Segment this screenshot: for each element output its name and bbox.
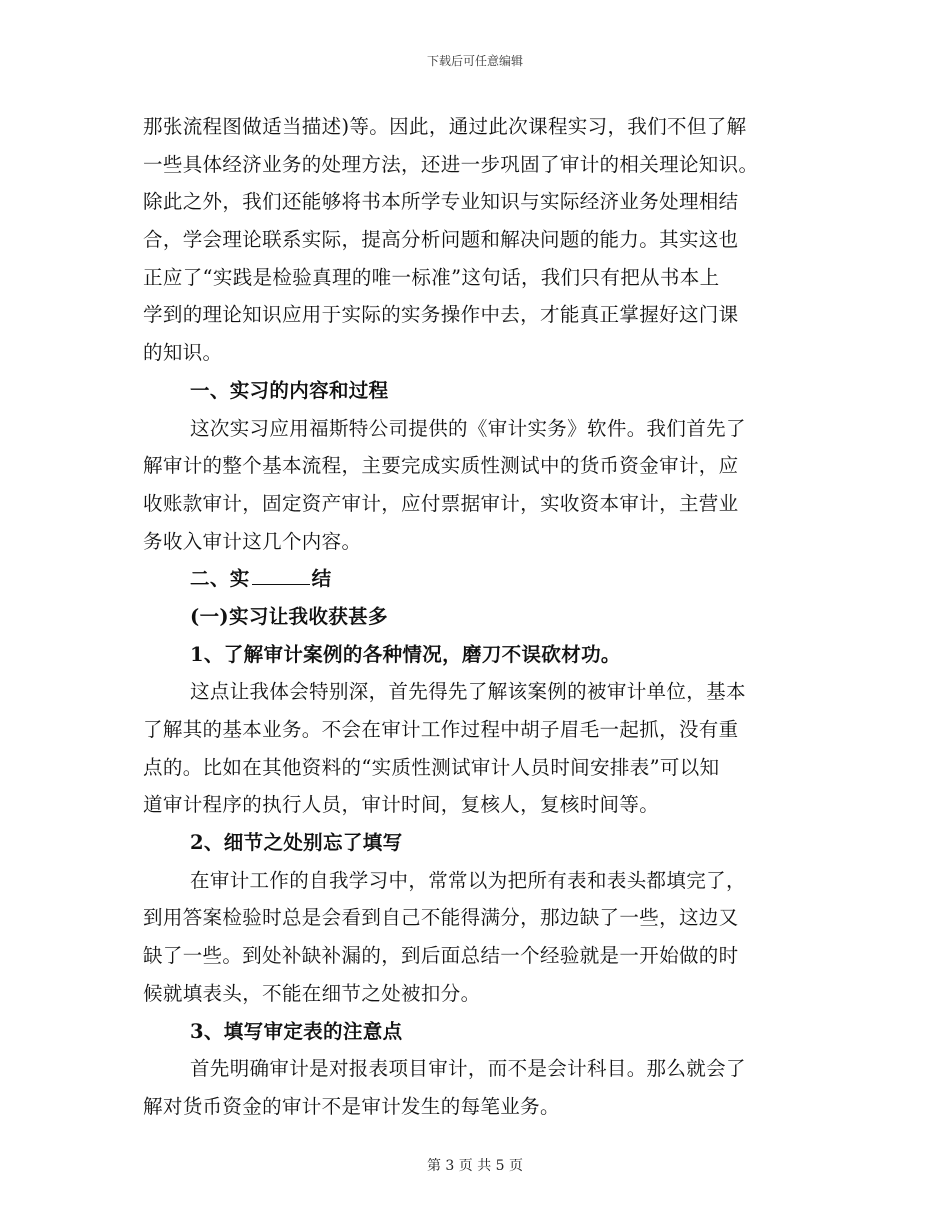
paragraph-line: 收账款审计，固定资产审计，应付票据审计，实收资本审计，主营业 [143,491,739,515]
paragraph-line: 在审计工作的自我学习中，常常以为把所有表和表头都填完了， [190,868,746,892]
subsection-heading: (一)实习让我收获甚多 [190,604,388,628]
document-body [143,108,808,1126]
item-heading: 3、填写审定表的注意点 [190,1019,403,1043]
paragraph-line: 解对货币资金的审计不是审计发生的每笔业务。 [143,1094,560,1118]
paragraph-line: 点的。比如在其他资料的“实质性测试审计人员时间安排表”可以知 [143,755,720,779]
paragraph-line: 了解其的基本业务。不会在审计工作过程中胡子眉毛一起抓，没有重 [143,718,739,741]
paragraph-line: 候就填表头，不能在细节之处被扣分。 [143,981,481,1005]
paragraph-line: 务收入审计这几个内容。 [143,529,362,553]
item-heading: 2、细节之处别忘了填写 [190,831,403,855]
page-footer: 第 3 页 共 5 页 [426,1158,524,1174]
paragraph-line: 解审计的整个基本流程，主要完成实质性测试中的货币资金审计，应 [143,454,739,478]
paragraph-line: 那张流程图做适当描述)等。因此，通过此次课程实习，我们不但了解 [143,115,747,138]
paragraph-line: 除此之外，我们还能够将书本所学专业知识与实际经济业务处理相结 [143,190,739,214]
paragraph-line: 首先明确审计是对报表项目审计，而不是会计科目。那么就会了 [190,1057,746,1081]
paragraph-line: 这点让我体会特别深，首先得先了解该案例的被审计单位，基本 [190,680,746,704]
page-header: 下载后可任意编辑 [426,54,523,68]
paragraph-line: 缺了一些。到处补缺补漏的，到后面总结一个经验就是一开始做的时 [143,944,739,968]
fill-in-blank [252,566,310,585]
paragraph-line: 一些具体经济业务的处理方法，还进一步巩固了审计的相关理论知识。 [143,152,759,176]
paragraph-line: 学到的理论知识应用于实际的实务操作中去，才能真正掌握好这门课 [143,303,739,327]
item-heading: 1、了解审计案例的各种情况，磨刀不误砍材功。 [190,642,621,666]
paragraph-line: 的知识。 [143,341,223,365]
heading-prefix: 二、实 [190,567,250,591]
section-heading [143,560,808,598]
paragraph-line: 道审计程序的执行人员，审计时间，复核人，复核时间等。 [143,793,660,817]
section-heading: 一、实习的内容和过程 [190,378,389,402]
heading-suffix: 结 [311,567,332,591]
paragraph-line: 这次实习应用福斯特公司提供的《审计实务》软件。我们首先了 [190,416,746,440]
paragraph-line: 正应了“实践是检验真理的唯一标准”这句话，我们只有把从书本上 [143,265,720,289]
paragraph-line: 到用答案检验时总是会看到自己不能得满分，那边缺了一些，这边又 [143,906,739,930]
paragraph-line: 合，学会理论联系实际，提高分析问题和解决问题的能力。其实这也 [143,228,739,252]
